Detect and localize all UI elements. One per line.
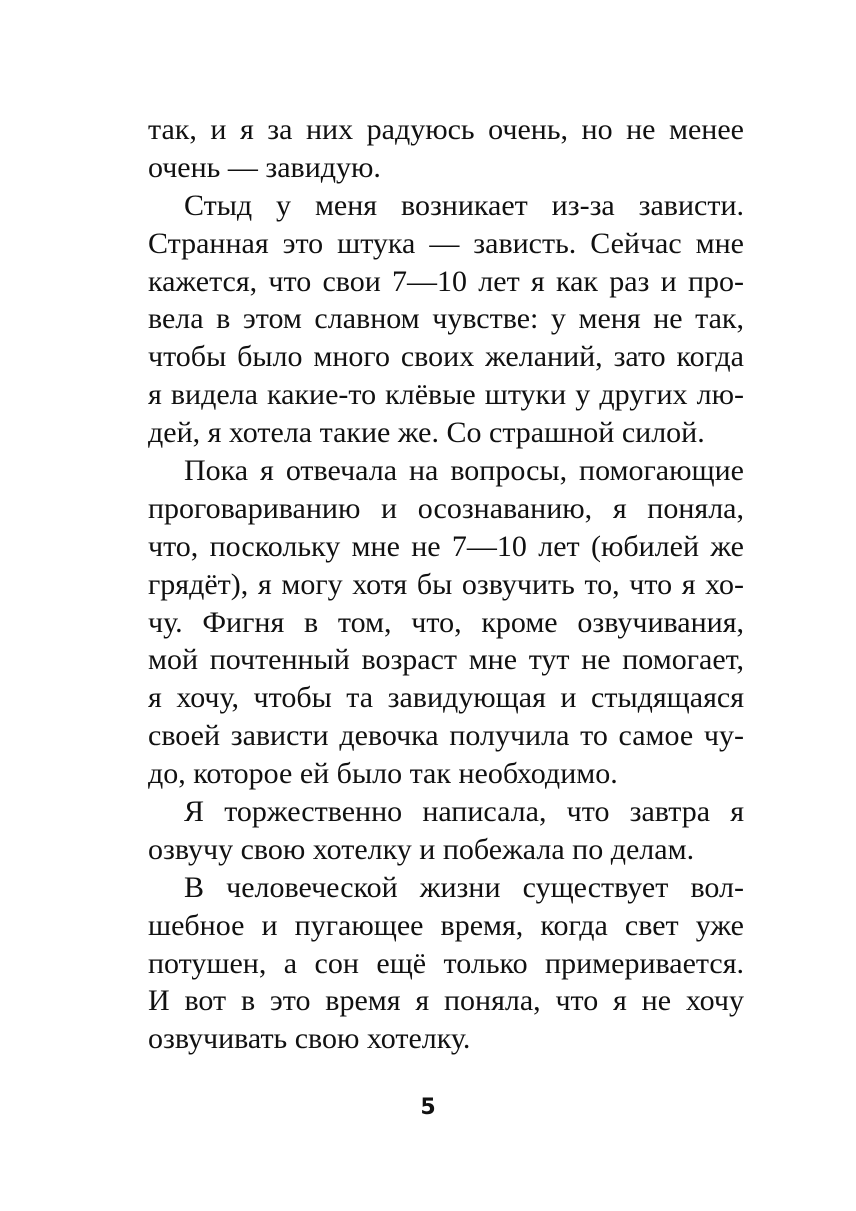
text-line: до, которое ей было так необходимо. [148, 757, 618, 791]
paragraph-5 [148, 869, 744, 1058]
text-line: что, поскольку мне не 7—10 лет (юбилей же [148, 529, 744, 563]
text-line: я видела какие-то клёвые штуки у других лю- [148, 378, 744, 412]
text-line: озвучу свою хотелку и побежала по делам. [148, 832, 695, 866]
text-line: потушен, а сон ещё только примеривается. [148, 946, 744, 980]
text-line: кажется, что свои 7—10 лет я как раз и про- [148, 264, 744, 298]
text-line: озвучивать свою хотелку. [148, 1022, 471, 1056]
text-line: своей зависти девочка получила то самое чу- [148, 719, 744, 753]
text-line: так, и я за них радуюсь очень, но не менее [148, 113, 744, 146]
paragraph-4 [148, 793, 744, 869]
page-number: 5 [420, 1095, 436, 1120]
text-line: Пока я отвечала на вопросы, помогающие [184, 454, 744, 488]
text-line: мой почтенный возраст мне тут не помогает, [148, 643, 744, 677]
text-line: дей, я хотела такие же. Со страшной силой. [148, 416, 705, 450]
body-text [148, 111, 744, 1058]
text-line: очень — завидую. [148, 150, 381, 184]
text-line: шебное и пугающее время, когда свет уже [148, 908, 744, 942]
text-line: я хочу, чтобы та завидующая и стыдящаяся [148, 681, 744, 715]
text-line: грядёт), я могу хотя бы озвучить то, что я хо- [148, 567, 744, 601]
text-line: вела в этом славном чувстве: у меня не так, [148, 302, 744, 336]
text-line: В человеческой жизни существует вол- [184, 870, 744, 904]
paragraph-3 [148, 452, 744, 793]
text-line: И вот в это время я поняла, что я не хочу [148, 984, 744, 1018]
text-line: Я торжественно написала, что завтра я [184, 795, 744, 829]
text-line: чтобы было много своих желаний, зато когда [148, 340, 744, 374]
text-line: чу. Фигня в том, что, кроме озвучивания, [148, 605, 744, 639]
text-line: проговариванию и осознаванию, я поняла, [148, 491, 744, 525]
text-line: Стыд у меня возникает из-за зависти. [184, 188, 744, 222]
paragraph-1 [148, 111, 744, 187]
paragraph-2 [148, 187, 744, 452]
text-line: Странная это штука — зависть. Сейчас мне [148, 226, 744, 260]
